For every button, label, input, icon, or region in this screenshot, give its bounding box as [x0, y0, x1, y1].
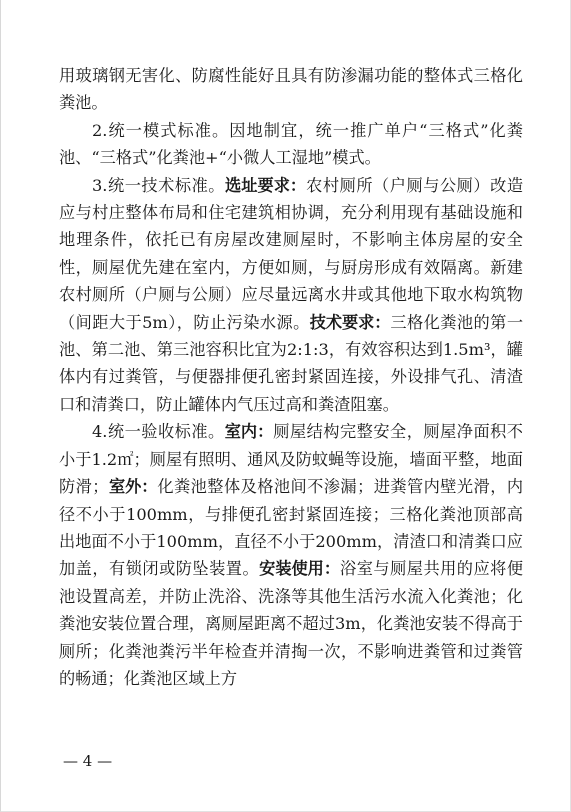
paragraph-4	[59, 418, 523, 692]
para4-heading: 4.统一验收标准。	[92, 422, 225, 442]
page-number: — 4 —	[63, 752, 113, 770]
paragraph-3	[59, 172, 523, 419]
para1-text: 用玻璃钢无害化、防腐性能好且具有防渗漏功能的整体式三格化粪池。	[59, 66, 523, 113]
technical-requirements-label: 技术要求：	[309, 312, 391, 332]
body-text	[59, 62, 523, 692]
site-requirements-label: 选址要求：	[225, 175, 307, 195]
installation-text: 浴室与厕屋共用的应将便池设置高差，并防止洗浴、洗涤等其他生活污水流入化粪池；化粪池安装位置合理，离厕屋距离不超过3m，化粪池安装不得高于厕所；化粪池粪污半年检查并清掏一次，不影响进粪管和过粪管的畅通；化粪池区域上方	[59, 559, 524, 688]
paragraph-2	[59, 117, 523, 172]
paragraph-1	[59, 62, 523, 117]
installation-label: 安装使用：	[259, 559, 341, 579]
indoor-label: 室内：	[224, 422, 274, 442]
site-requirements-text: 农村厕所（户厕与公厕）改造应与村庄整体布局和住宅建筑相协调，充分利用现有基础设施和地理条件，依托已有房屋改建厕屋时，不影响主体房屋的安全性，厕屋优先建在室内，方便如厕，与厨房形成有效隔离。新建农村厕所（户厕与公厕）应尽量远离水井或其他地下取水构筑物（间距大于5m），防止污染水源。	[59, 175, 524, 332]
para2-text: 2.统一模式标准。因地制宜，统一推广单户“三格式”化粪池、“三格式”化粪池+“小微人工湿地”模式。	[59, 120, 523, 168]
outdoor-text: 化粪池整体及格池间不渗漏；进粪管内壁光滑，内径不小于100mm，与排便孔密封紧固连接；三格化粪池顶部高出地面不小于100mm，直径不小于200mm，清渣口和清粪口应加盖，有锁闭或防坠装置。	[59, 477, 524, 579]
indoor-text: 厕屋结构完整安全，厕屋净面积不小于1.2㎡；厕屋有照明、通风及防蚊蝇等设施，墙面平整，地面防滑；	[59, 422, 523, 497]
para3-heading: 3.统一技术标准。	[92, 175, 226, 195]
technical-requirements-text: 三格化粪池的第一池、第二池、第三池容积比宜为2:1:3，有效容积达到1.5m³，罐体内有过粪管，与便器排便孔密封紧固连接，外设排气孔、清渣口和清粪口，防止罐体内气压过高和粪渣阻塞。	[59, 312, 524, 414]
outdoor-label: 室外：	[108, 477, 158, 497]
